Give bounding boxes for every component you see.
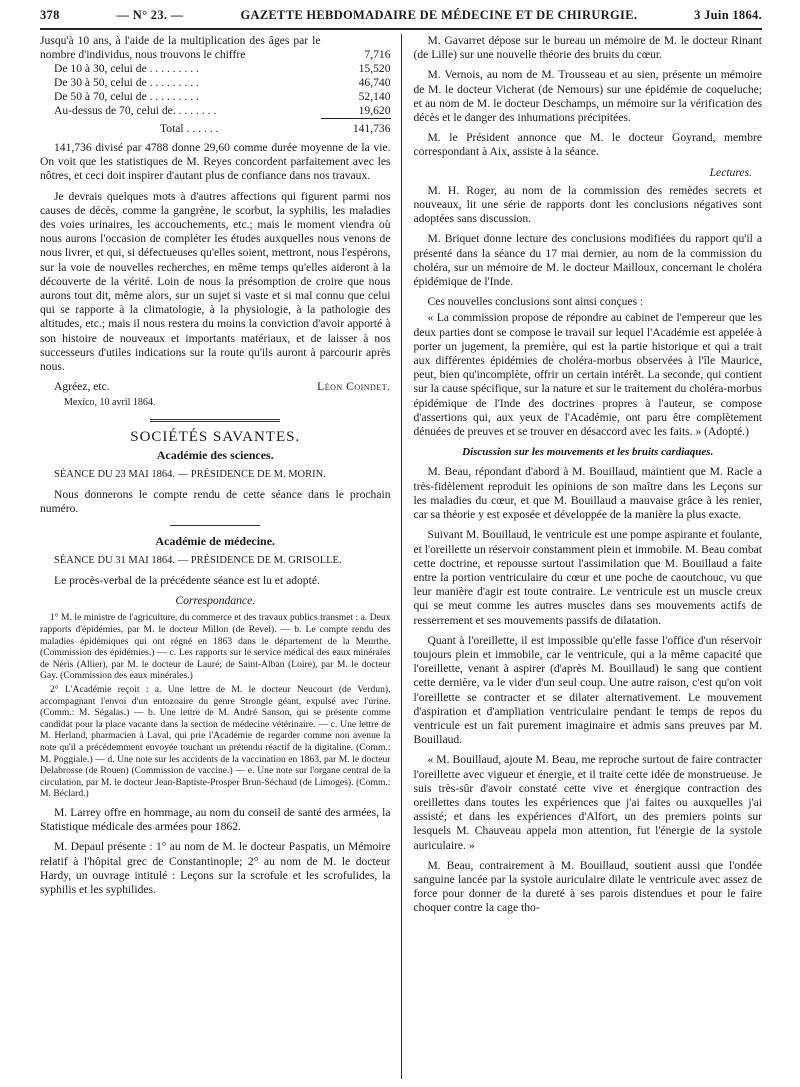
- subsection-title: Correspondance.: [175, 594, 256, 608]
- stat-value: 19,620: [358, 104, 391, 117]
- journal-title: GAZETTE HEBDOMADAIRE DE MÉDECINE ET DE CHIRURGIE.: [240, 8, 638, 22]
- paragraph: M. Larrey offre en hommage, au nom du conseil de santé des armées, la Statistique médicale des armées pour 1862.: [40, 805, 391, 834]
- right-column: [402, 34, 763, 1079]
- paragraph: Le procès-verbal de la précédente séance est lu et adopté.: [54, 574, 320, 588]
- table-row: [40, 90, 391, 104]
- signature-line: [54, 380, 391, 394]
- page-number: 378: [40, 8, 60, 22]
- academy-heading: Académie de médecine.: [155, 533, 276, 548]
- session-line: SÉANCE DU 31 MAI 1864. — PRÉSIDENCE DE M. GRISOLLE.: [54, 554, 342, 566]
- stat-label: De 30 à 50, celui de . . . . . . . . .: [54, 76, 199, 89]
- stat-value: 46,740: [358, 76, 391, 89]
- paragraph: Ces nouvelles conclusions sont ainsi conçues :: [427, 295, 644, 309]
- paragraph: M. Depaul présente : 1° au nom de M. le docteur Paspatis, un Mémoire relatif à l'hôpital grec de Constantinople; 2° au nom de M. le docteur Hardy, un ouvrage intitulé : Leçons sur la scrofule et les scrofulides, la syphilis et les syphilides.: [40, 840, 391, 896]
- academy-heading: Académie des sciences.: [156, 447, 274, 462]
- subsection-title: Discussion sur les mouvements et les bruits cardiaques.: [462, 446, 714, 459]
- paragraph: Nous donnerons le compte rendu de cette séance dans le prochain numéro.: [40, 488, 391, 516]
- section-title: SOCIÉTÉS SAVANTES.: [130, 428, 301, 445]
- paragraph: M. le Président annonce que M. le docteur Goyrand, membre correspondant à Aix, assiste à la séance.: [413, 131, 762, 159]
- issue-date: 3 Juin 1864.: [694, 8, 762, 22]
- correspondence-block: [40, 612, 391, 800]
- stat-value: 15,520: [358, 62, 391, 75]
- stat-value: 52,140: [358, 90, 391, 103]
- columns: [40, 34, 762, 1079]
- total-row: [40, 119, 391, 137]
- stat-label: De 50 à 70, celui de . . . . . . . . .: [54, 90, 199, 103]
- divider: [170, 525, 260, 526]
- total-label: Total . . . . . .: [160, 121, 219, 135]
- paragraph: Je devrais quelques mots à d'autres affections qui figurent parmi nos causes de décès, comme la gangrène, le scorbut, la syphilis, les maladies des voies urinaires, les accouchements, etc.; mais le moment viendra où nous aurons l'occasion de compléter les études auxquelles nous venons de nous livrer, et qui, si défectueuses qu'elles soient, mettront, nous l'espérons, sur la voie de nouvelles recherches, en même temps qu'elles aideront à la découverte de la vérité. Loin de nous la présomption de croire que nous aurons tout dit, même alors, sur un sujet si vaste et si mal connu que celui qui se rapporte à la climatologie, à la physiologie, à la pathologie des altitudes, etc.; mais il nous restera du moins la conviction d'avoir apporté à son histoire de nouveaux et importants matériaux, et de laisser à nos successeurs d'utiles indications sur la route qu'ils auront à parcourir après nous.: [40, 189, 391, 374]
- quoted-paragraph: « La commission propose de répondre au cabinet de l'empereur que les deux parties dont se compose le travail sur lequel l'Académie est appelée à porter un jugement, la première, qui est la partie historique et qui a trait aux différentes épidémies de choléra-morbus observées à l'île Maurice, peut, bien qu'incomplète, offrir un certain intérêt. La seconde, qui contient sur la cause spécifique, sur la nature et sur le traitement du choléra-morbus épidémique de l'Inde des doctrines propres à l'auteur, se compose d'assertions qui, aux yeux de l'Académie, ont paru être complètement dénuées de preuves et se trouver en désaccord avec les faits. » (Adopté.): [413, 311, 762, 439]
- subsection-title: Lectures.: [709, 165, 752, 179]
- paragraph: « M. Bouillaud, ajoute M. Beau, me reproche surtout de faire contracter l'oreillette avec vigueur et énergie, et il traite cette idée de monstrueuse. Je suis très-sûr d'avoir constaté cette vive et énergique contraction des oreillettes dans toutes les expériences que j'ai faites ou auxquelles j'ai assisté; et dans les expériences d'Alfort, un des premiers points sur lesquels M. Chauveau appela mon attention, fut l'énergie de la systole auriculaire. »: [413, 753, 762, 852]
- greeting: Agréez, etc.: [54, 380, 110, 394]
- paragraph: M. H. Roger, au nom de la commission des remèdes secrets et nouveaux, lit une série de rapports dont les conclusions négatives sont adoptées sans discussion.: [413, 183, 762, 226]
- stat-label: Au-dessus de 70, celui de. . . . . . . .: [54, 104, 217, 118]
- total-value: 141,736: [321, 119, 391, 137]
- paragraph: 2° L'Académie reçoit : a. Une lettre de M. le docteur Neucourt (de Verdun), accompagnant l'envoi d'un entozoaire du genre Strongle géant, expulsé avec l'urine. (Comm.: M. Ségalas.) — b. Une lettre de M. André Sanson, qui se présente comme candidat pour la place vacante dans la section de médecine vétérinaire. — c. Une lettre de M. Herland, pharmacien à Laval, qui prie l'Académie de regarder comme non avenue la note qu'il a précédemment envoyée touchant un prétendu réactif de la digitaline. (Comm.: M. Poggiale.) — d. Une note sur les accidents de la vaccination en 1863, par M. le docteur Delabrosse (de Rouen) (Commission de vaccine.) — e. Une note sur l'organe central de la circulation, par M. le docteur Jean-Baptiste-Prosper Brun-Séchaud (de Limoges). (Comm.: M. Béclard.): [40, 684, 391, 800]
- session-line: SÉANCE DU 23 MAI 1864. — PRÉSIDENCE DE M. MORIN.: [54, 469, 326, 481]
- stat-label: Jusqu'à 10 ans, à l'aide de la multiplication des âges par le nombre d'individus, nous trouvons le chiffre: [40, 34, 321, 61]
- table-row: [40, 76, 391, 90]
- page-header: [40, 0, 762, 30]
- paragraph: M. Gavarret dépose sur le bureau un mémoire de M. le docteur Rinant (de Lille) sur une nouvelle théorie des bruits du cœur.: [413, 34, 762, 62]
- paragraph: M. Beau, répondant d'abord à M. Bouillaud, maintient que M. Racle a très-fidèlement reproduit les opinions de son maître dans les Leçons sur les maladies du cœur, et que M. Bouillaud a mauvaise grâce à les renier, car sa théorie y est exposée et développée de la manière la plus exacte.: [413, 465, 762, 522]
- stat-label: De 10 à 30, celui de . . . . . . . . .: [54, 62, 199, 75]
- table-row: [40, 62, 391, 76]
- author-signature: Léon Coindet.: [317, 380, 391, 394]
- table-row: [40, 34, 391, 62]
- paragraph: M. Beau, contrairement à M. Bouillaud, soutient aussi que l'ondée sanguine lancée par la systole auriculaire dilate le ventricule avec assez de force pour donner de la dureté à ses parois distendues et pour le faire choquer contre la cage tho-: [413, 858, 762, 915]
- dateline: Mexico, 10 avril 1864.: [64, 397, 156, 409]
- divider: [150, 419, 280, 422]
- paragraph: 141,736 divisé par 4788 donne 29,60 comme durée moyenne de la vie. On voit que les statistiques de M. Reyes concordent parfaitement avec les nôtres, et ceci doit inspirer d'autant plus de confiance dans nos travaux.: [40, 141, 391, 183]
- table-row: [40, 104, 391, 119]
- paragraph: Suivant M. Bouillaud, le ventricule est une pompe aspirante et foulante, et l'oreillette un réservoir constamment plein et immobile. M. Beau combat cette doctrine, et repousse surtout l'assimilation que M. Bouillaud a faite entre la portion ventriculaire du cœur et une poche de caoutchouc, vu que leur manière d'agir est toute contraire. Le ventricule est un muscle creux qui se meut comme les autres muscles dans ses mouvements actifs de resserrement et ses mouvements passifs de dilatation.: [413, 528, 762, 627]
- stat-value: 7,716: [364, 48, 391, 61]
- left-column: [40, 34, 402, 1079]
- paragraph: 1° M. le ministre de l'agriculture, du commerce et des travaux publics transmet : a. Deux rapports d'épidémies, par M. le docteur Millon (de Revel). — b. Le compte rendu des maladies épidémiques qui ont régné en 1863 dans le département de la Meurthe. (Commission des épidémies.) — c. Les rapports sur le service médical des eaux minérales de Néris (Allier), par M. le docteur de Lauré; de Saint-Alban (Loire), par M. le docteur Gay. (Commission des eaux minérales.): [40, 612, 391, 682]
- paragraph: M. Vernois, au nom de M. Trousseau et au sien, présente un mémoire de M. le docteur Vicherat (de Nemours) sur une épidémie de coqueluche; et au nom de M. le docteur Deschamps, un mémoire sur la vérification des décès et le danger des inhumations précipitées.: [413, 68, 762, 125]
- age-statistics-table: [40, 34, 391, 136]
- paragraph: M. Briquet donne lecture des conclusions modifiées du rapport qu'il a présenté dans la séance du 17 mai dernier, au nom de la commission du choléra, sur un mémoire de M. le docteur Mailloux, concernant le choléra épidémique de l'Inde.: [413, 232, 762, 289]
- paragraph: Quant à l'oreillette, il est impossible qu'elle fasse l'office d'un réservoir toujours plein et immobile, car le ventricule, qui a la même capacité que l'oreillette, venant à aspirer (d'après M. Bouillaud) le sang que contient cette dernière, va le vider d'un seul coup. Une autre raison, c'est qu'on voit l'oreillette se contracter et se dilater alternativement. Le mouvement d'aspiration et d'ampliation ventriculaire pendant le temps de repos du ventricule est un fait purement imaginaire et admis sans preuves par M. Bouillaud.: [413, 633, 762, 747]
- issue-number: — N° 23. —: [116, 8, 184, 22]
